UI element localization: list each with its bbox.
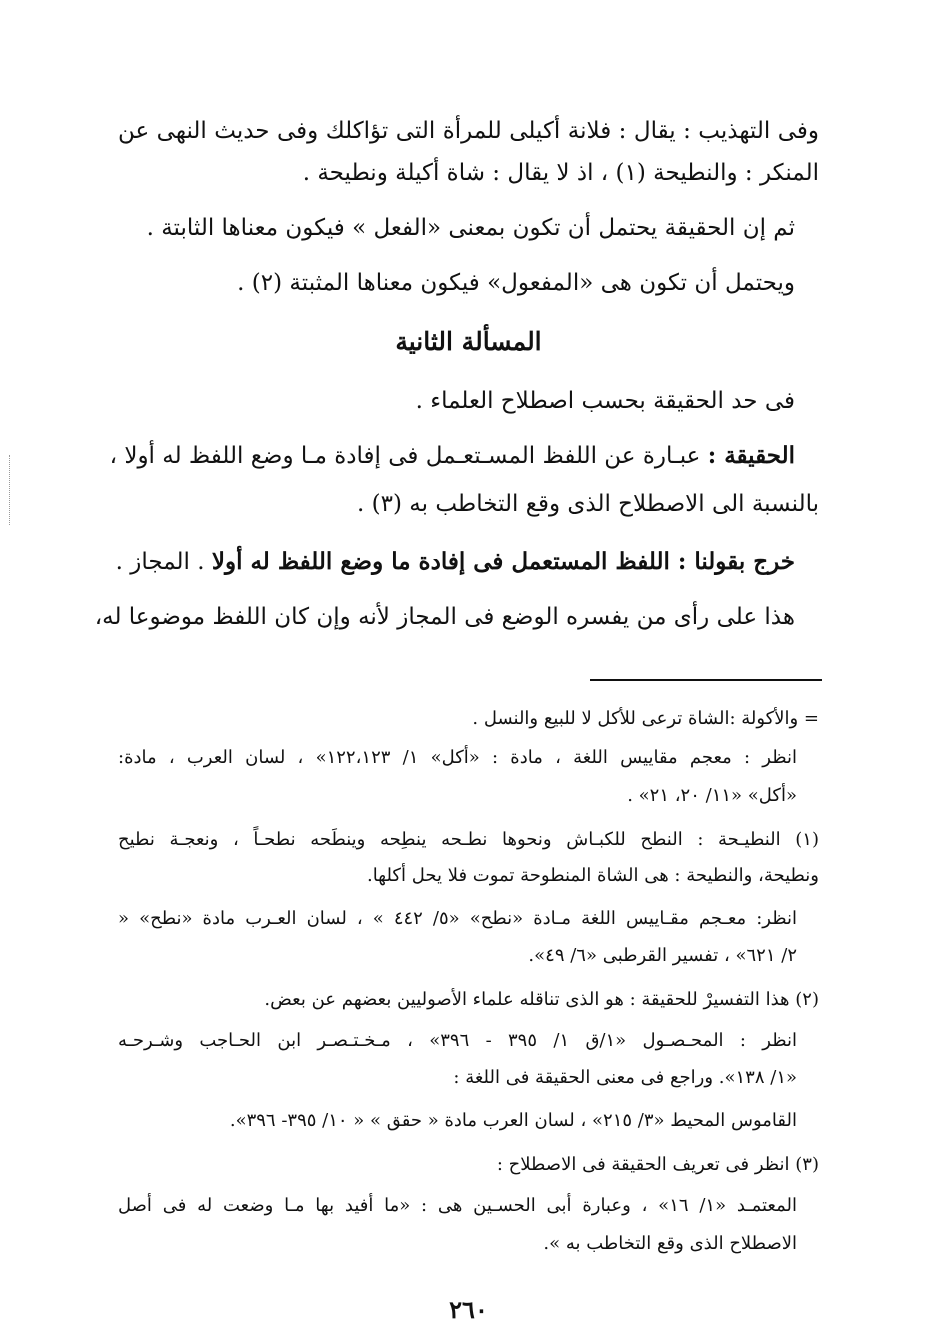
footnote-line-2: انظر : معجم مقاييس اللغة ، مادة : «أكل» ١/ ١٢٢،١٢٣» ، لسان العرب ، مادة: <box>118 747 797 768</box>
page-number: ٢٦٠ <box>449 1295 488 1324</box>
kharaja-rest-text: . المجاز . <box>115 549 212 575</box>
footnote-line-6: انظر: معـجم مقـاييس اللغة مـادة «نطح» «٥/ ٤٤٢ » ، لسان العـرب مادة «نطح» « <box>118 908 797 929</box>
scan-margin-mark <box>9 455 11 525</box>
footnote-line-10: «١/ ١٣٨». وراجع فى معنى الحقيقة فى اللغة : <box>453 1067 797 1088</box>
footnote-line-1: = والأكولة :الشاة ترعى للأكل لا للبيع والنسل . <box>472 708 819 729</box>
footnote-line-7: ٢/ ٦٢١» ، تفسير القرطبى «٦/ ٤٩». <box>528 945 797 966</box>
body-line-3: ثم إن الحقيقة يحتمل أن تكون بمعنى «الفعل » فيكون معناها الثابتة . <box>146 215 795 241</box>
footnote-line-14: الاصطلاح الذى وقع التخاطب به ». <box>543 1233 797 1254</box>
definition-text: عبـارة عن اللفظ المسـتعـمل فى إفادة مـا وضع اللفظ له أولا ، <box>109 443 708 469</box>
footnote-line-8: (٢) هذا التفسيرْ للحقيقة : هو الذى تناقله علماء الأصوليين بعضهم عن بعض. <box>264 989 819 1010</box>
definition-line-2: بالنسبة الى الاصطلاح الذى وقع التخاطب به (٣) . <box>357 491 819 517</box>
footnote-line-4: (١) النطيـحة : النطح للكبـاش ونحوها نطـحه ينطِحه وينطَحه نطحـاً ، ونعجـة نطيح <box>118 829 819 850</box>
footnote-line-3: «أكل» «١١/ ٢٠، ٢١» . <box>627 785 797 806</box>
definition-line <box>109 439 795 473</box>
body-line-2: المنكر : والنطيحة (١) ، اذ لا يقال : شاة أكيلة ونطيحة . <box>302 160 819 186</box>
kharaja-line <box>115 545 795 579</box>
footnote-line-13: المعتمـد «١/ ١٦» ، وعبارة أبى الحسـين هى : «ما أفيد بها مـا وضعت له فى أصل <box>118 1195 797 1216</box>
kharaja-bold-text: خرج بقولنا : اللفظ المستعمل فى إفادة ما وضع اللفظ له أولا <box>211 548 795 575</box>
body-line-1: وفى التهذيب : يقال : فلانة أكيلى للمرأة التى تؤاكلك وفى حديث النهى عن <box>118 118 819 144</box>
body-line-4: ويحتمل أن تكون هى «المفعول» فيكون معناها المثبتة (٢) . <box>237 270 795 296</box>
footnote-line-9: انظر : المحـصـول «١/ق ١/ ٣٩٥ - ٣٩٦» ، مـخـتـصـر ابن الحـاجب وشـرحـه <box>118 1030 797 1051</box>
section-heading: المسألة الثانية <box>395 327 542 356</box>
footnote-line-11: القاموس المحيط «٣/ ٢١٥» ، لسان العرب مادة « حقق » « ١٠/ ٣٩٥- ٣٩٦». <box>229 1110 797 1131</box>
footnote-separator <box>590 679 822 681</box>
body-line-5: فى حد الحقيقة بحسب اصطلاح العلماء . <box>415 388 795 414</box>
body-line-last: هذا على رأى من يفسره الوضع فى المجاز لأنه وإن كان اللفظ موضوعا له، <box>94 604 795 630</box>
definition-term: الحقيقة : <box>707 442 795 469</box>
footnote-line-12: (٣) انظر فى تعريف الحقيقة فى الاصطلاح : <box>496 1154 819 1175</box>
footnote-line-5: ونطيحة، والنطيحة : هى الشاة المنطوحة تموت فلا يحل أكلها. <box>366 865 819 886</box>
